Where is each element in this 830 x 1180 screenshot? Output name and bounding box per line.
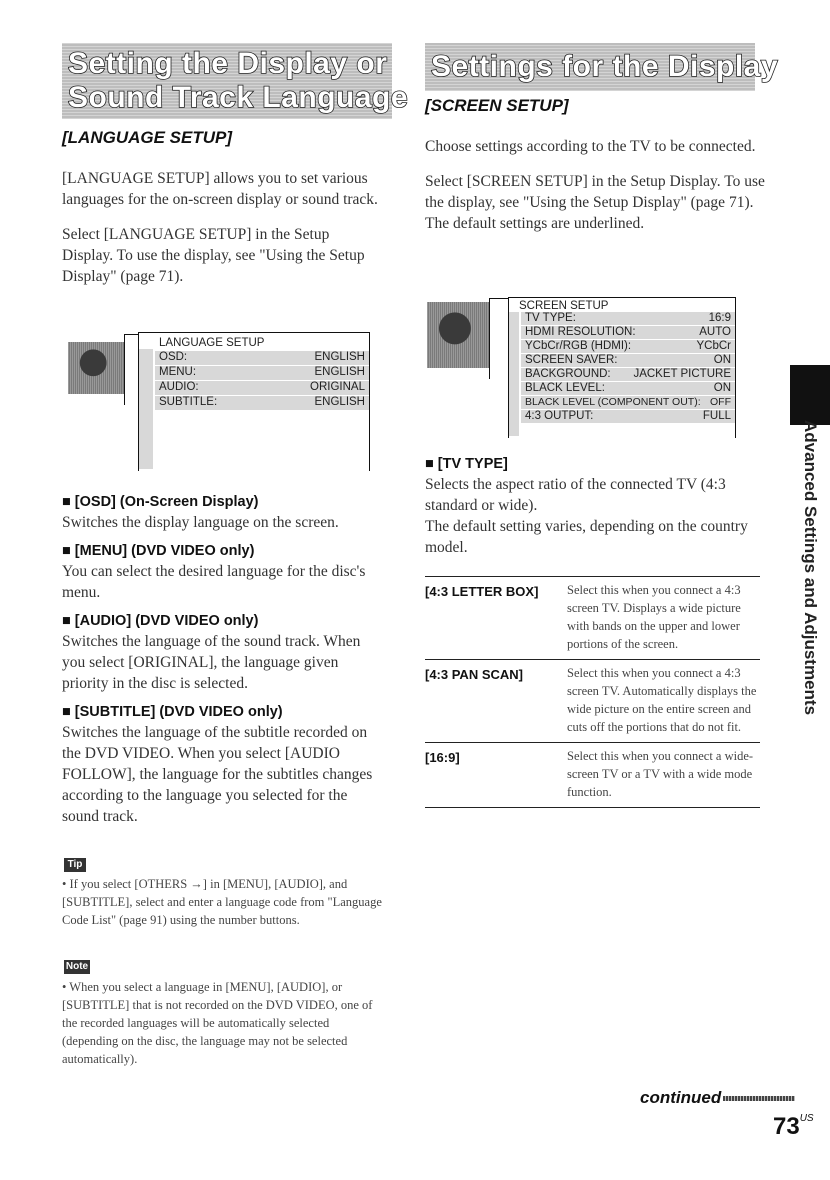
continued-arrow-bar	[723, 1096, 795, 1101]
osd-text: Switches the display language on the screen.	[62, 514, 339, 531]
menu-row-label: MENU:	[159, 366, 197, 378]
menu-row-label: AUDIO:	[159, 381, 199, 393]
right-title-banner	[425, 43, 779, 91]
page-number	[773, 1113, 814, 1141]
chapter-side-label: Advanced Settings and Adjustments	[801, 420, 820, 716]
right-intro: Choose settings according to the TV to be connected.	[425, 138, 756, 155]
option-value: Select this when you connect a 4:3 screen TV. Displays a wide picture with bands on the upper and lower portions of the screen.	[567, 583, 741, 651]
menu-row-value: AUTO	[699, 326, 731, 338]
tv-type-text1: Selects the aspect ratio of the connected TV (4:3 standard or wide).	[425, 476, 726, 514]
left-intro: [LANGUAGE SETUP] allows you to set various languages for the on-screen display or sound track.	[62, 170, 378, 208]
note-badge: Note	[65, 961, 89, 972]
menu-row-label: 4:3 OUTPUT:	[525, 410, 594, 422]
right-select: Select [SCREEN SETUP] in the Setup Display. To use the display, see "Using the Setup Display" (page 71). The default settings are underlined.	[425, 173, 765, 232]
left-title-line1: Setting the Display or	[68, 47, 388, 80]
option-key: [4:3 PAN SCAN]	[425, 667, 523, 682]
note-text: • When you select a language in [MENU], [AUDIO], or [SUBTITLE] that is not recorded on the DVD VIDEO, one of the recorded languages will be automatically selected (depending on the disc, the language may not be selected automatically).	[62, 980, 373, 1066]
left-title-line2: Sound Track Language	[68, 81, 409, 114]
osd-heading: ■ [OSD] (On-Screen Display)	[62, 494, 259, 510]
menu-row-label: TV TYPE:	[525, 312, 576, 324]
menu-left-strip	[139, 349, 153, 469]
left-subhead: [LANGUAGE SETUP]	[62, 128, 232, 147]
menu-heading: ■ [MENU] (DVD VIDEO only)	[62, 543, 255, 559]
screen-menu-row	[521, 354, 735, 367]
menu-row-value: OFF	[710, 396, 731, 408]
menu-row-value: ON	[713, 354, 731, 366]
left-intro-block	[62, 168, 382, 301]
audio-text: Switches the language of the sound track. When you select [ORIGINAL], the language given priority in the disc is selected.	[62, 633, 361, 692]
tv-type-section	[425, 454, 775, 566]
tip-text: • If you select [OTHERS →] in [MENU], [AUDIO], and [SUBTITLE], select and enter a language code from "Language Code List" (page 91) using the number buttons.	[62, 877, 382, 927]
menu-row-label: SCREEN SAVER:	[525, 354, 618, 366]
page-number-value: 73	[773, 1113, 800, 1140]
option-key: [4:3 LETTER BOX]	[425, 584, 539, 599]
screen-menu-row	[521, 410, 735, 423]
menu-row-value: ORIGINAL	[310, 381, 365, 393]
right-subhead: [SCREEN SETUP]	[425, 96, 569, 115]
language-menu-row	[155, 381, 369, 395]
left-select: Select [LANGUAGE SETUP] in the Setup Display. To use the display, see "Using the Setup Display" (page 71).	[62, 226, 365, 285]
screen-menu-row	[521, 340, 735, 353]
left-title-banner	[62, 43, 409, 119]
language-menu-title: LANGUAGE SETUP	[159, 337, 265, 349]
tv-type-table	[425, 576, 760, 808]
language-setup-menu	[138, 332, 370, 471]
menu-row-value: 16:9	[708, 312, 731, 324]
menu-row-value: FULL	[702, 410, 731, 422]
menu-row-label: YCbCr/RGB (HDMI):	[525, 340, 632, 352]
option-value: Select this when you connect a 4:3 screen TV. Automatically displays the wide picture on the entire screen and cuts off the portions that do not fit.	[567, 666, 757, 734]
menu-row-label: BACKGROUND:	[525, 368, 611, 380]
screen-menu-row	[521, 312, 735, 325]
menu-row-value: ON	[713, 382, 731, 394]
menu-row-value: ENGLISH	[314, 366, 365, 378]
chapter-tab	[790, 365, 830, 425]
screen-menu-title: SCREEN SETUP	[519, 300, 609, 312]
menu-row-label: HDMI RESOLUTION:	[525, 326, 636, 338]
option-value: Select this when you connect a wide-screen TV or a TV with a wide mode function.	[567, 749, 754, 799]
page-number-suffix: US	[799, 1113, 814, 1124]
menu-row-value: ENGLISH	[314, 351, 365, 363]
menu-row-value: YCbCr	[696, 340, 731, 352]
language-menu-row	[155, 366, 369, 380]
screen-menu-row	[521, 368, 735, 381]
screen-menu-row	[521, 326, 735, 339]
tv-type-heading: ■ [TV TYPE]	[425, 456, 508, 472]
language-menu-row	[155, 396, 369, 410]
tv-type-text2: The default setting varies, depending on the country model.	[425, 518, 748, 556]
left-sections	[62, 492, 382, 835]
menu-text: You can select the desired language for the disc's menu.	[62, 563, 366, 601]
menu-row-label: BLACK LEVEL (COMPONENT OUT):	[525, 396, 701, 408]
right-intro-block	[425, 136, 775, 248]
menu-row-label: BLACK LEVEL:	[525, 382, 605, 394]
audio-heading: ■ [AUDIO] (DVD VIDEO only)	[62, 613, 259, 629]
table-row	[425, 660, 760, 743]
screen-menu-row	[521, 382, 735, 395]
menu-row-value: JACKET PICTURE	[633, 368, 731, 380]
screen-thumbnail	[427, 302, 489, 368]
table-row	[425, 577, 760, 660]
subtitle-text: Switches the language of the subtitle recorded on the DVD VIDEO. When you select [AUDIO FOLLOW], the language for the subtitles changes according to the language you selected for the sound track.	[62, 724, 373, 825]
menu-row-label: SUBTITLE:	[159, 396, 218, 408]
menu-row-label: OSD:	[159, 351, 188, 363]
table-row	[425, 743, 760, 808]
menu-row-value: ENGLISH	[314, 396, 365, 408]
screen-menu-left-strip	[509, 312, 519, 436]
continued-text: continued	[640, 1088, 722, 1107]
screen-menu-row	[521, 396, 735, 409]
subtitle-heading: ■ [SUBTITLE] (DVD VIDEO only)	[62, 704, 283, 720]
tip-badge: Tip	[64, 858, 86, 872]
right-title-line1: Settings for the Display	[431, 50, 779, 83]
language-menu-row	[155, 351, 369, 365]
screen-setup-menu	[508, 297, 736, 438]
option-key: [16:9]	[425, 750, 460, 765]
language-thumbnail	[68, 342, 124, 394]
continued-label	[640, 1088, 795, 1108]
